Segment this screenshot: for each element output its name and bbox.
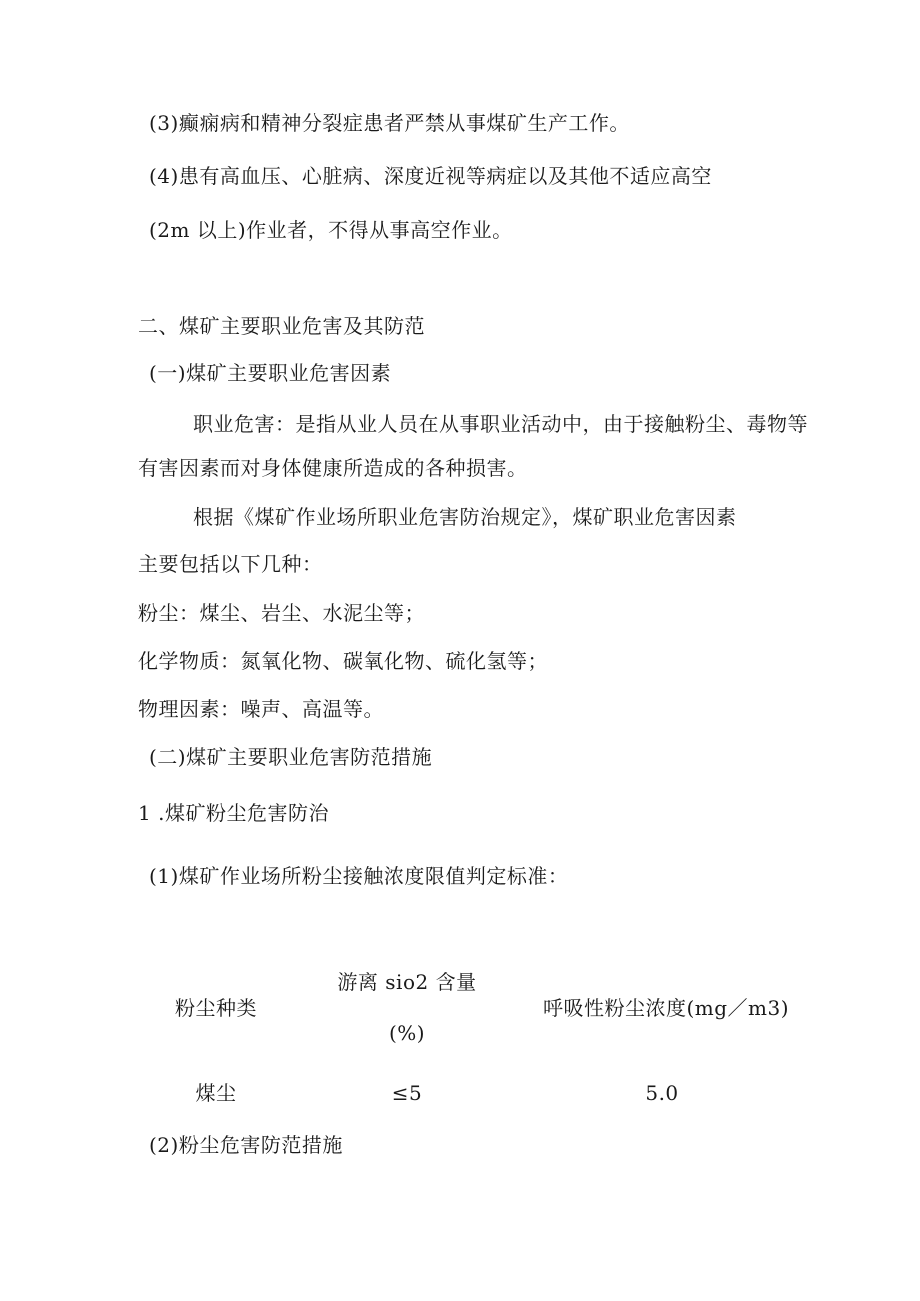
list-item-chemical: 化学物质：氮氧化物、碳氧化物、硫化氢等； [138,649,548,673]
measures-heading: (2)粉尘危害防范措施 [149,1133,343,1157]
table-header-dust-type: 粉尘种类 [175,996,257,1020]
table-cell-sio2: ≤5 [391,1081,423,1105]
paragraph-line-3: (3)癫痫病和精神分裂症患者严禁从事煤矿生产工作。 [149,111,630,135]
list-item-dust: 粉尘：煤尘、岩尘、水泥尘等； [138,601,425,625]
definition-line-1: 职业危害：是指从业人员在从事职业活动中，由于接触粉尘、毒物等 [193,412,808,436]
table-cell-dust-type: 煤尘 [195,1081,237,1105]
table-header-sio2-line1: 游离 sio2 含量 [337,970,477,994]
list-item-physical: 物理因素：噪声、高温等。 [138,697,384,721]
paragraph-line-4a: (4)患有高血压、心脏病、深度近视等病症以及其他不适应高空 [149,164,712,188]
section-heading-2: 二、煤矿主要职业危害及其防范 [138,314,425,338]
paragraph-line-4b: (2m 以上)作业者，不得从事高空作业。 [149,218,513,242]
basis-line-1: 根据《煤矿作业场所职业危害防治规定》，煤矿职业危害因素 [193,505,737,529]
table-header-sio2-line2: (%) [388,1021,426,1045]
table-cell-concentration: 5.0 [645,1081,679,1105]
numbered-heading-1: 1 .煤矿粉尘危害防治 [138,801,329,825]
standard-intro: (1)煤矿作业场所粉尘接触浓度限值判定标准： [149,864,569,888]
subsection-heading-1: (一)煤矿主要职业危害因素 [149,361,392,385]
subsection-heading-2: (二)煤矿主要职业危害防范措施 [149,745,433,769]
table-header-concentration: 呼吸性粉尘浓度(mg／m3) [542,996,790,1020]
definition-line-2: 有害因素而对身体健康所造成的各种损害。 [138,456,528,480]
basis-line-2: 主要包括以下几种： [138,552,323,576]
